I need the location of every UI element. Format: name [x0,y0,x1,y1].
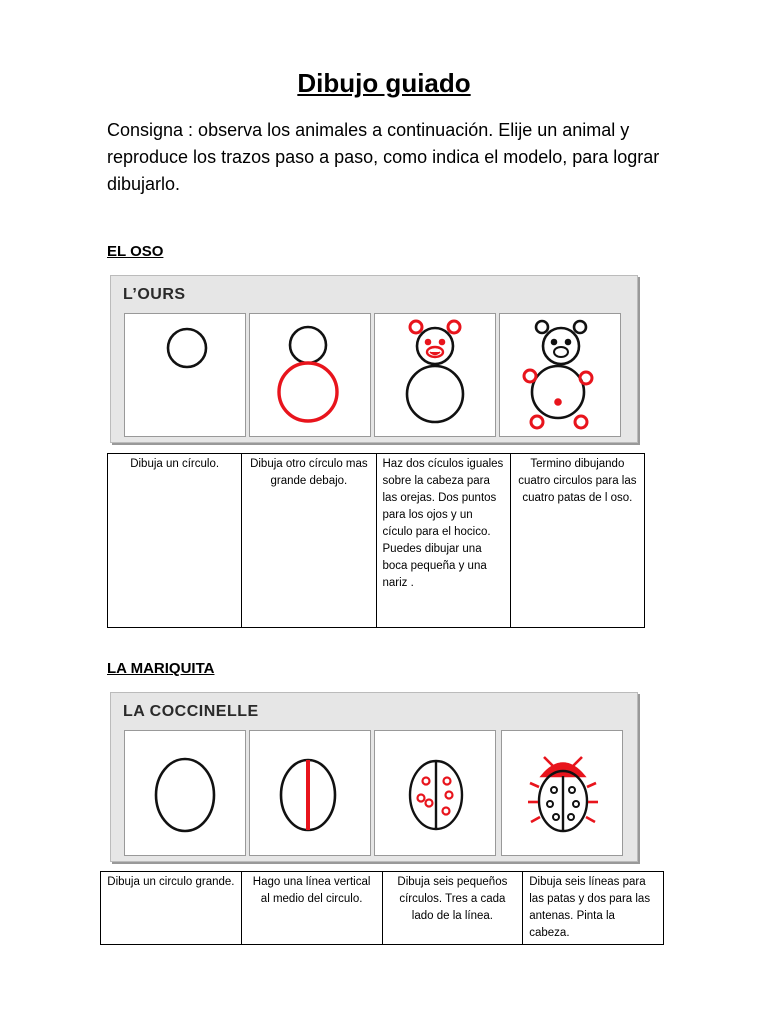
ladybug-spot [423,778,430,785]
bear-mouth [430,352,440,355]
page-title: Dibujo guiado [297,68,471,98]
bear-steps-panel [110,275,638,443]
ladybug-section-heading: LA MARIQUITA [107,660,215,677]
ladybug-step-3-image [374,730,496,856]
ladybug-spot [551,787,557,793]
bear-left-ear [410,321,422,333]
bear-step-4-image [499,313,621,437]
bear-snout [554,347,568,357]
bear-body-circle [407,366,463,422]
ladybug-step-3-text: Dibuja seis pequeños círculos. Tres a cada lado de la línea. [382,872,523,945]
bear-front-right-paw [580,372,592,384]
bear-step-4-text: Termino dibujando cuatro circulos para las cuatro patas de l oso. [510,454,644,628]
bear-back-left-paw [531,416,543,428]
bear-step-1-image [124,313,246,437]
ladybug-head [542,764,584,777]
bear-left-ear [536,321,548,333]
ladybug-spot [568,814,574,820]
bear-instructions-table [107,453,645,628]
ladybug-steps-panel [110,692,638,862]
ladybug-step-4-text: Dibuja seis líneas para las patas y dos para las antenas. Pinta la cabeza. [523,872,664,945]
bear-navel [556,400,561,405]
ladybug-panel-title: LA COCCINELLE [123,703,259,720]
bear-right-ear [448,321,460,333]
bear-step-2-image [249,313,371,437]
bear-right-ear [574,321,586,333]
bear-right-eye [440,340,444,344]
ladybug-spot [443,808,450,815]
bear-right-eye [566,340,570,344]
ladybug-step-2-image [249,730,371,856]
ladybug-spot [553,814,559,820]
ladybug-step-1-image [124,730,246,856]
ladybug-leg [586,817,595,822]
ladybug-step-4-image [501,730,623,856]
bear-back-right-paw [575,416,587,428]
bear-section-heading: EL OSO [107,243,164,260]
ladybug-spot [446,792,453,799]
table-row [101,872,664,945]
ladybug-spot [418,795,425,802]
bear-left-eye [426,340,430,344]
ladybug-instructions-table [100,871,664,945]
ladybug-body-circle [156,759,214,831]
bear-step-2-text: Dibuja otro círculo mas grande debajo. [242,454,376,628]
ladybug-step-2-text: Hago una línea vertical al medio del circulo. [241,872,382,945]
bear-body-circle [279,363,337,421]
bear-panel-title: L’OURS [123,286,186,303]
bear-body-circle [532,366,584,418]
bear-step-3-image [374,313,496,437]
table-row [108,454,645,628]
bear-head-circle [168,329,206,367]
bear-step-3-text: Haz dos cículos iguales sobre la cabeza para las orejas. Dos puntos para los ojos y un cículo para el hocico. Puedes dibujar una boca pequeña y una nariz . [376,454,510,628]
ladybug-spot [547,801,553,807]
ladybug-leg [587,783,596,787]
ladybug-spot [573,801,579,807]
ladybug-spot [569,787,575,793]
ladybug-leg [530,783,539,787]
bear-front-left-paw [524,370,536,382]
ladybug-step-1-text: Dibuja un circulo grande. [101,872,242,945]
ladybug-leg [531,817,540,822]
instructions-paragraph: Consigna : observa los animales a continuación. Elije un animal y reproduce los trazos paso a paso, como indica el modelo, para lograr dibujarlo. [107,120,660,194]
ladybug-spot [426,800,433,807]
bear-left-eye [552,340,556,344]
bear-head-circle [290,327,326,363]
bear-step-1-text: Dibuja un círculo. [108,454,242,628]
ladybug-spot [444,778,451,785]
